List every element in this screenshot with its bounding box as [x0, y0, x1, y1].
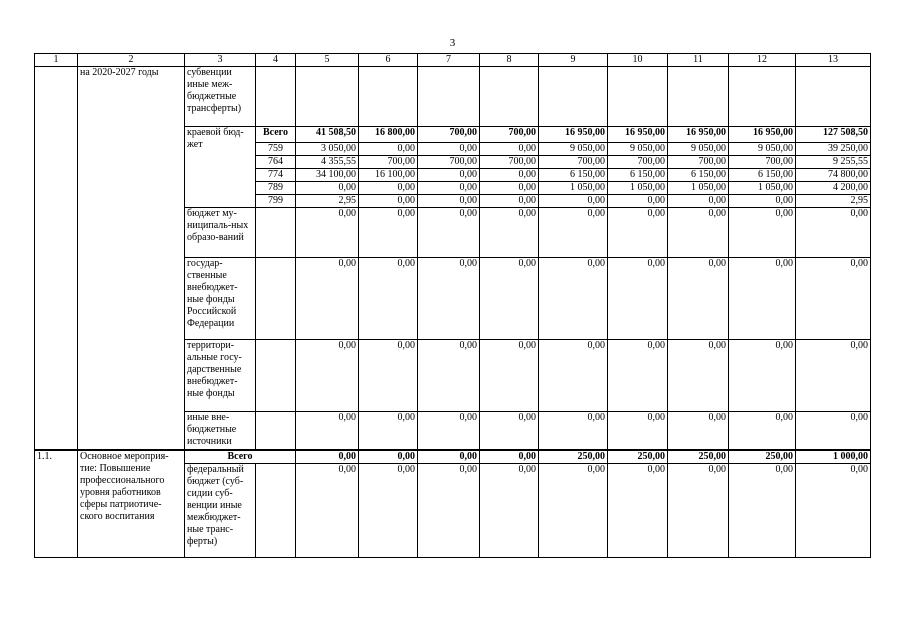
- value-cell: 0,00: [359, 258, 418, 340]
- funding-source-label: государ-ственные внебюджет-ные фонды Российской Федерации: [185, 258, 256, 340]
- measure-name-cell: Основное мероприя-тие: Повышение профессионального уровня работников сферы патриотиче-ского воспитания: [78, 450, 185, 558]
- code-cell: 799: [256, 195, 296, 208]
- value-cell: 700,00: [480, 127, 539, 143]
- value-cell: [729, 67, 796, 127]
- funding-source-label: иные вне-бюджетные источники: [185, 412, 256, 450]
- value-cell: 0,00: [608, 412, 668, 450]
- column-number-header: 7: [418, 54, 480, 67]
- column-number-header: 4: [256, 54, 296, 67]
- value-cell: 4 355,55: [296, 156, 359, 169]
- value-cell: 0,00: [668, 412, 729, 450]
- program-number-cell: [35, 67, 78, 450]
- value-cell: 9 050,00: [668, 143, 729, 156]
- value-cell: 0,00: [480, 208, 539, 258]
- value-cell: 2,95: [296, 195, 359, 208]
- value-cell: 0,00: [668, 463, 729, 557]
- value-cell: [539, 67, 608, 127]
- value-cell: 6 150,00: [668, 169, 729, 182]
- value-cell: 127 508,50: [796, 127, 871, 143]
- value-cell: 0,00: [729, 258, 796, 340]
- value-cell: 0,00: [296, 463, 359, 557]
- value-cell: [480, 67, 539, 127]
- code-cell: 774: [256, 169, 296, 182]
- value-cell: 1 050,00: [539, 182, 608, 195]
- value-cell: 250,00: [539, 450, 608, 464]
- program-name-cell: на 2020-2027 годы: [78, 67, 185, 450]
- value-cell: 700,00: [359, 156, 418, 169]
- column-number-header: 9: [539, 54, 608, 67]
- value-cell: 0,00: [608, 195, 668, 208]
- value-cell: 700,00: [729, 156, 796, 169]
- value-cell: 41 508,50: [296, 127, 359, 143]
- value-cell: 0,00: [539, 258, 608, 340]
- value-cell: 6 150,00: [608, 169, 668, 182]
- value-cell: 0,00: [796, 258, 871, 340]
- column-number-header: 5: [296, 54, 359, 67]
- value-cell: 0,00: [796, 463, 871, 557]
- code-cell: Всего: [256, 127, 296, 143]
- value-cell: 0,00: [539, 412, 608, 450]
- value-cell: [296, 67, 359, 127]
- value-cell: 74 800,00: [796, 169, 871, 182]
- value-cell: 0,00: [480, 195, 539, 208]
- value-cell: 0,00: [608, 208, 668, 258]
- value-cell: 16 950,00: [729, 127, 796, 143]
- page-number: 3: [449, 37, 456, 49]
- value-cell: 0,00: [668, 208, 729, 258]
- value-cell: 0,00: [296, 450, 359, 464]
- value-cell: 0,00: [418, 143, 480, 156]
- value-cell: 0,00: [796, 412, 871, 450]
- value-cell: 1 000,00: [796, 450, 871, 464]
- value-cell: 0,00: [418, 258, 480, 340]
- value-cell: 39 250,00: [796, 143, 871, 156]
- column-number-header: 6: [359, 54, 418, 67]
- value-cell: 0,00: [668, 340, 729, 412]
- value-cell: 9 255,55: [796, 156, 871, 169]
- value-cell: 700,00: [418, 156, 480, 169]
- column-number-header: 12: [729, 54, 796, 67]
- value-cell: [418, 67, 480, 127]
- column-number-header: 10: [608, 54, 668, 67]
- value-cell: 0,00: [480, 258, 539, 340]
- code-cell: 764: [256, 156, 296, 169]
- value-cell: 0,00: [539, 195, 608, 208]
- value-cell: 700,00: [418, 127, 480, 143]
- code-cell: [256, 412, 296, 450]
- funding-source-label: территори-альные госу-дарственные внебюджет-ные фонды: [185, 340, 256, 412]
- code-cell: 759: [256, 143, 296, 156]
- value-cell: 700,00: [668, 156, 729, 169]
- value-cell: 0,00: [480, 169, 539, 182]
- header-row: [35, 54, 871, 67]
- value-cell: 0,00: [418, 182, 480, 195]
- value-cell: 0,00: [359, 208, 418, 258]
- value-cell: 0,00: [296, 258, 359, 340]
- value-cell: 250,00: [608, 450, 668, 464]
- value-cell: 0,00: [729, 463, 796, 557]
- measure-number-cell: 1.1.: [35, 450, 78, 558]
- column-number-header: 11: [668, 54, 729, 67]
- value-cell: 0,00: [296, 182, 359, 195]
- value-cell: 0,00: [418, 195, 480, 208]
- code-cell: 789: [256, 182, 296, 195]
- value-cell: 0,00: [296, 340, 359, 412]
- budget-table: [34, 53, 871, 558]
- value-cell: 0,00: [480, 143, 539, 156]
- column-number-header: 3: [185, 54, 256, 67]
- value-cell: 1 050,00: [729, 182, 796, 195]
- value-cell: 0,00: [480, 340, 539, 412]
- value-cell: 6 150,00: [539, 169, 608, 182]
- value-cell: 9 050,00: [539, 143, 608, 156]
- value-cell: 16 950,00: [539, 127, 608, 143]
- table-row: [35, 450, 871, 464]
- value-cell: 1 050,00: [668, 182, 729, 195]
- value-cell: 0,00: [729, 412, 796, 450]
- value-cell: 0,00: [359, 143, 418, 156]
- column-number-header: 13: [796, 54, 871, 67]
- value-cell: 16 950,00: [608, 127, 668, 143]
- value-cell: 0,00: [359, 340, 418, 412]
- value-cell: 0,00: [668, 195, 729, 208]
- value-cell: 0,00: [539, 340, 608, 412]
- value-cell: 250,00: [668, 450, 729, 464]
- table-body: [35, 54, 871, 558]
- value-cell: 0,00: [608, 463, 668, 557]
- funding-source-label: субвенции иные меж-бюджетные трансферты): [185, 67, 256, 127]
- value-cell: 0,00: [418, 340, 480, 412]
- value-cell: 3 050,00: [296, 143, 359, 156]
- value-cell: 0,00: [480, 182, 539, 195]
- value-cell: 2,95: [796, 195, 871, 208]
- value-cell: 16 950,00: [668, 127, 729, 143]
- value-cell: 0,00: [796, 340, 871, 412]
- value-cell: 6 150,00: [729, 169, 796, 182]
- value-cell: 0,00: [418, 208, 480, 258]
- funding-source-label: бюджет му-ниципаль-ных образо-ваний: [185, 208, 256, 258]
- value-cell: 0,00: [418, 412, 480, 450]
- value-cell: 4 200,00: [796, 182, 871, 195]
- code-cell: [256, 208, 296, 258]
- value-cell: 0,00: [796, 208, 871, 258]
- value-cell: [608, 67, 668, 127]
- value-cell: 0,00: [359, 182, 418, 195]
- column-number-header: 8: [480, 54, 539, 67]
- value-cell: 9 050,00: [608, 143, 668, 156]
- value-cell: 16 800,00: [359, 127, 418, 143]
- value-cell: 700,00: [608, 156, 668, 169]
- value-cell: 0,00: [539, 208, 608, 258]
- value-cell: 0,00: [359, 412, 418, 450]
- value-cell: [796, 67, 871, 127]
- value-cell: 0,00: [668, 258, 729, 340]
- value-cell: 0,00: [296, 412, 359, 450]
- value-cell: 0,00: [359, 450, 418, 464]
- code-cell: [256, 340, 296, 412]
- value-cell: 0,00: [608, 340, 668, 412]
- value-cell: [359, 67, 418, 127]
- funding-source-label: Всего: [185, 450, 296, 464]
- value-cell: 0,00: [480, 450, 539, 464]
- funding-source-label: краевой бюд-жет: [185, 127, 256, 208]
- value-cell: 0,00: [359, 463, 418, 557]
- code-cell: [256, 67, 296, 127]
- code-cell: [256, 463, 296, 557]
- value-cell: 0,00: [480, 412, 539, 450]
- value-cell: 0,00: [418, 450, 480, 464]
- funding-source-label: федеральный бюджет (суб-сидии суб-венции иные межбюджет-ные транс-ферты): [185, 463, 256, 557]
- value-cell: 0,00: [418, 463, 480, 557]
- value-cell: 0,00: [729, 208, 796, 258]
- column-number-header: 1: [35, 54, 78, 67]
- value-cell: 34 100,00: [296, 169, 359, 182]
- column-number-header: 2: [78, 54, 185, 67]
- value-cell: 0,00: [608, 258, 668, 340]
- value-cell: 700,00: [539, 156, 608, 169]
- value-cell: 0,00: [729, 340, 796, 412]
- value-cell: 0,00: [359, 195, 418, 208]
- value-cell: 9 050,00: [729, 143, 796, 156]
- table-row: [35, 67, 871, 127]
- value-cell: [668, 67, 729, 127]
- value-cell: 250,00: [729, 450, 796, 464]
- value-cell: 16 100,00: [359, 169, 418, 182]
- value-cell: 1 050,00: [608, 182, 668, 195]
- value-cell: 0,00: [480, 463, 539, 557]
- value-cell: 0,00: [729, 195, 796, 208]
- code-cell: [256, 258, 296, 340]
- value-cell: 0,00: [539, 463, 608, 557]
- value-cell: 0,00: [296, 208, 359, 258]
- value-cell: 700,00: [480, 156, 539, 169]
- value-cell: 0,00: [418, 169, 480, 182]
